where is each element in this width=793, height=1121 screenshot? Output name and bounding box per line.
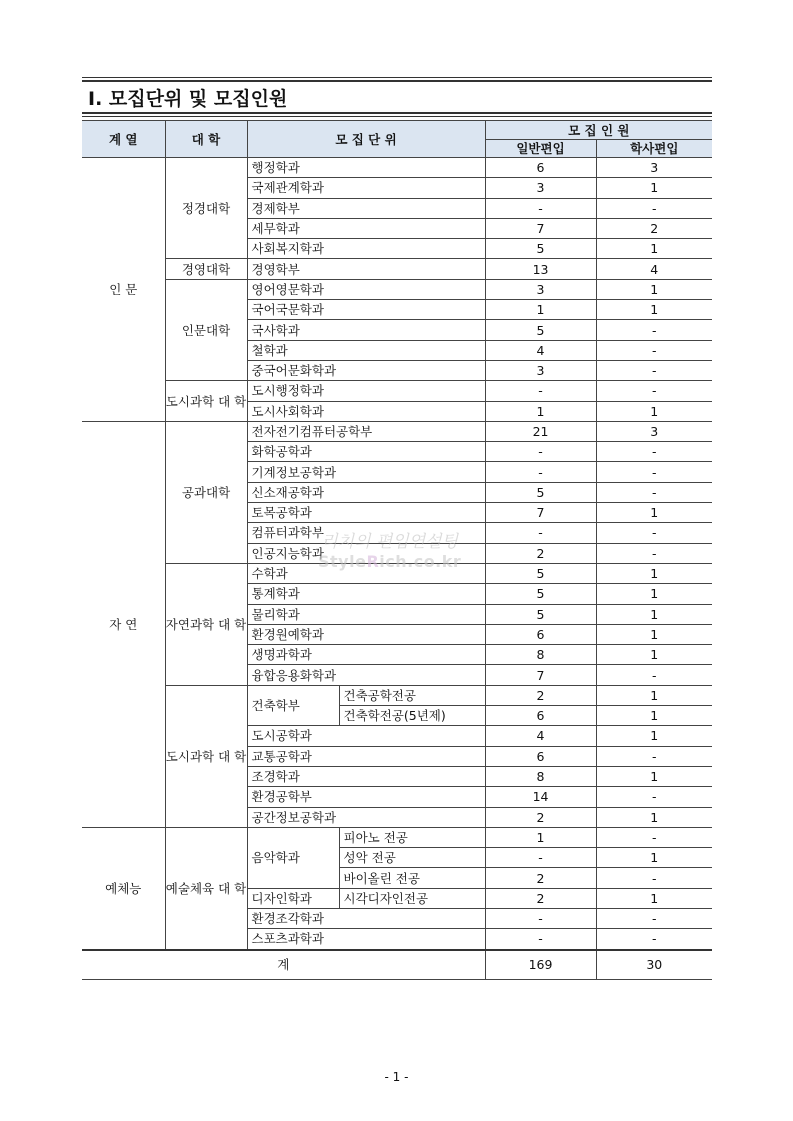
unit-name: 교통공학과 [247, 746, 485, 766]
bachelor-count: - [596, 787, 712, 807]
bachelor-count: - [596, 746, 712, 766]
unit-name: 디자인학과 [247, 888, 339, 908]
unit-name: 신소재공학과 [247, 482, 485, 502]
bachelor-count: 1 [596, 178, 712, 198]
general-count: 5 [485, 482, 596, 502]
general-count: 6 [485, 158, 596, 178]
bachelor-count: 1 [596, 279, 712, 299]
bachelor-count: 1 [596, 503, 712, 523]
bachelor-count: - [596, 523, 712, 543]
general-count: - [485, 848, 596, 868]
unit-name: 수학과 [247, 563, 485, 583]
bachelor-count: 1 [596, 645, 712, 665]
general-count: 7 [485, 218, 596, 238]
bachelor-count: - [596, 360, 712, 380]
bachelor-count: 3 [596, 158, 712, 178]
bachelor-count: 1 [596, 239, 712, 259]
unit-name: 물리학과 [247, 604, 485, 624]
bachelor-count: 1 [596, 848, 712, 868]
general-count: 2 [485, 685, 596, 705]
bachelor-count: 1 [596, 563, 712, 583]
title-underline-thick [82, 112, 712, 114]
unit-name: 생명과학과 [247, 645, 485, 665]
unit-name: 세무학과 [247, 218, 485, 238]
unit-name: 행정학과 [247, 158, 485, 178]
general-count: 5 [485, 584, 596, 604]
unit-name: 도시사회학과 [247, 401, 485, 421]
watermark-domain: ich.co.kr [379, 552, 462, 571]
bachelor-count: - [596, 320, 712, 340]
bachelor-count: - [596, 462, 712, 482]
group-arts: 예체능 [82, 827, 165, 949]
watermark-line1: 리치의 편입연설팅 [321, 532, 459, 552]
bachelor-count: - [596, 198, 712, 218]
unit-name: 도시공학과 [247, 726, 485, 746]
unit-name: 사회복지학과 [247, 239, 485, 259]
unit-name: 환경조각학과 [247, 908, 485, 928]
general-count: 5 [485, 320, 596, 340]
bachelor-count: - [596, 929, 712, 950]
college-politics: 정경대학 [165, 158, 247, 259]
unit-name: 철학과 [247, 340, 485, 360]
general-count: 2 [485, 807, 596, 827]
bachelor-count: 1 [596, 888, 712, 908]
watermark-style: Style [318, 552, 367, 571]
general-count: 7 [485, 665, 596, 685]
general-count: 6 [485, 746, 596, 766]
unit-name: 컴퓨터과학부 [247, 523, 485, 543]
general-count: 4 [485, 340, 596, 360]
unit-name: 음악학과 [247, 827, 339, 888]
sub-unit-name: 피아노 전공 [339, 827, 485, 847]
bachelor-count: 1 [596, 706, 712, 726]
general-count: 8 [485, 645, 596, 665]
unit-name: 인공지능학과 [247, 543, 485, 563]
unit-name: 국사학과 [247, 320, 485, 340]
unit-name: 전자전기컴퓨터공학부 [247, 421, 485, 441]
page-number: - 1 - [384, 1070, 409, 1084]
general-count: - [485, 523, 596, 543]
college-urban-science-1: 도시과학 대 학 [165, 381, 247, 422]
unit-name: 중국어문화학과 [247, 360, 485, 380]
general-count: 3 [485, 360, 596, 380]
unit-name: 공간정보공학과 [247, 807, 485, 827]
header-bachelor: 학사편입 [596, 140, 712, 158]
bachelor-count: 1 [596, 604, 712, 624]
sub-unit-name: 바이올린 전공 [339, 868, 485, 888]
header-general: 일반편입 [485, 140, 596, 158]
sub-unit-name: 건축학전공(5년제) [339, 706, 485, 726]
sub-unit-name: 시각디자인전공 [339, 888, 485, 908]
bachelor-count: 1 [596, 300, 712, 320]
total-label: 계 [82, 950, 485, 980]
total-general: 169 [485, 950, 596, 980]
general-count: - [485, 381, 596, 401]
college-humanities: 인문대학 [165, 279, 247, 380]
general-count: 1 [485, 401, 596, 421]
bachelor-count: 1 [596, 584, 712, 604]
general-count: 5 [485, 239, 596, 259]
unit-name: 토목공학과 [247, 503, 485, 523]
unit-name: 환경공학부 [247, 787, 485, 807]
unit-name: 국어국문학과 [247, 300, 485, 320]
sub-unit-name: 건축공학전공 [339, 685, 485, 705]
bachelor-count: 4 [596, 259, 712, 279]
unit-name: 융합응용화학과 [247, 665, 485, 685]
college-natural-science: 자연과학 대 학 [165, 563, 247, 685]
general-count: 3 [485, 279, 596, 299]
general-count: 8 [485, 766, 596, 786]
general-count: 2 [485, 888, 596, 908]
general-count: 21 [485, 421, 596, 441]
general-count: 1 [485, 300, 596, 320]
general-count: 1 [485, 827, 596, 847]
total-bachelor: 30 [596, 950, 712, 980]
general-count: 2 [485, 868, 596, 888]
bachelor-count: - [596, 908, 712, 928]
unit-name: 기계정보공학과 [247, 462, 485, 482]
bachelor-count: - [596, 665, 712, 685]
general-count: - [485, 908, 596, 928]
header-unit: 모 집 단 위 [247, 121, 485, 158]
unit-name: 영어영문학과 [247, 279, 485, 299]
general-count: 3 [485, 178, 596, 198]
bachelor-count: - [596, 381, 712, 401]
general-count: 6 [485, 624, 596, 644]
bachelor-count: 1 [596, 401, 712, 421]
unit-name: 통계학과 [247, 584, 485, 604]
general-count: - [485, 442, 596, 462]
top-rule [82, 77, 712, 78]
recruitment-table [82, 120, 712, 980]
general-count: 5 [485, 604, 596, 624]
watermark-r: R [366, 552, 380, 571]
bachelor-count: - [596, 543, 712, 563]
header-quota: 모 집 인 원 [485, 121, 712, 140]
unit-name: 도시행정학과 [247, 381, 485, 401]
unit-name: 화학공학과 [247, 442, 485, 462]
general-count: 5 [485, 563, 596, 583]
header-group: 계 열 [82, 121, 165, 158]
unit-name: 조경학과 [247, 766, 485, 786]
unit-name: 스포츠과학과 [247, 929, 485, 950]
bachelor-count: - [596, 442, 712, 462]
general-count: 13 [485, 259, 596, 279]
sub-unit-name: 성악 전공 [339, 848, 485, 868]
bachelor-count: - [596, 868, 712, 888]
college-engineering: 공과대학 [165, 421, 247, 563]
bachelor-count: 1 [596, 624, 712, 644]
bachelor-count: - [596, 340, 712, 360]
general-count: 7 [485, 503, 596, 523]
top-rule-thick [82, 80, 712, 82]
group-science: 자 연 [82, 421, 165, 827]
college-business: 경영대학 [165, 259, 247, 279]
bachelor-count: - [596, 827, 712, 847]
group-humanities: 인 문 [82, 158, 165, 422]
bachelor-count: - [596, 482, 712, 502]
unit-name: 환경원예학과 [247, 624, 485, 644]
header-college: 대 학 [165, 121, 247, 158]
general-count: 6 [485, 706, 596, 726]
bachelor-count: 1 [596, 685, 712, 705]
bachelor-count: 2 [596, 218, 712, 238]
general-count: 14 [485, 787, 596, 807]
bachelor-count: 1 [596, 766, 712, 786]
general-count: - [485, 462, 596, 482]
bachelor-count: 1 [596, 807, 712, 827]
title-underline-thin [82, 116, 712, 117]
unit-name: 건축학부 [247, 685, 339, 726]
general-count: 2 [485, 543, 596, 563]
general-count: 4 [485, 726, 596, 746]
unit-name: 국제관계학과 [247, 178, 485, 198]
unit-name: 경제학부 [247, 198, 485, 218]
general-count: - [485, 929, 596, 950]
bachelor-count: 1 [596, 726, 712, 746]
unit-name: 경영학부 [247, 259, 485, 279]
section-title: Ⅰ. 모집단위 및 모집인원 [88, 88, 288, 110]
college-urban-science-2: 도시과학 대 학 [165, 685, 247, 827]
bachelor-count: 3 [596, 421, 712, 441]
college-arts-sports: 예술체육 대 학 [165, 827, 247, 949]
general-count: - [485, 198, 596, 218]
